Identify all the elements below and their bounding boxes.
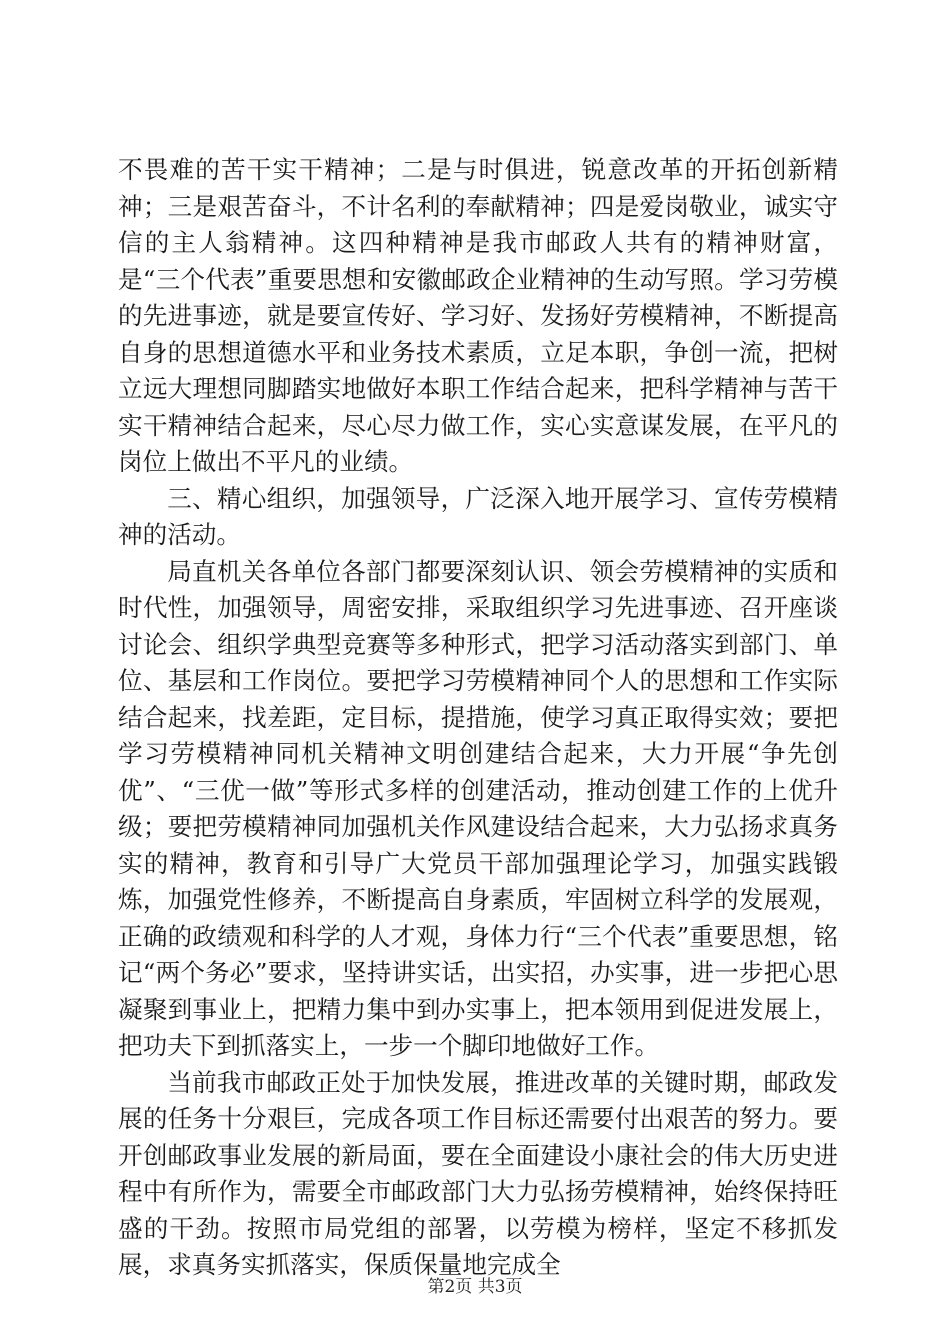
page-number-footer: 第2页 共3页: [427, 1277, 523, 1297]
paragraph-4: 当前我市邮政正处于加快发展，推进改革的关键时期，邮政发展的任务十分艰巨，完成各项工作目标还需要付出艰苦的努力。要开创邮政事业发展的新局面，要在全面建设小康社会的伟大历史进程中有所作为，需要全市邮政部门大力弘扬劳模精神，始终保持旺盛的干劲。按照市局党组的部署，以劳模为榜样，坚定不移抓发展，求真务实抓落实，保质保量地完成全: [118, 1067, 838, 1279]
paragraph-2-section-heading: 三、精心组织，加强领导，广泛深入地开展学习、宣传劳模精神的活动。: [118, 483, 838, 549]
document-body: [118, 152, 838, 1284]
paragraph-3: 局直机关各单位各部门都要深刻认识、领会劳模精神的实质和时代性，加强领导，周密安排，采取组织学习先进事迹、召开座谈讨论会、组织学典型竞赛等多种形式，把学习活动落实到部门、单位、基层和工作岗位。要把学习劳模精神同个人的思想和工作实际结合起来，找差距，定目标，提措施，使学习真正取得实效；要把学习劳模精神同机关精神文明创建结合起来，大力开展“争先创优”、“三优一做”等形式多样的创建活动，推动创建工作的上优升级；要把劳模精神同加强机关作风建设结合起来，大力弘扬求真务实的精神，教育和引导广大党员干部加强理论学习，加强实践锻炼，加强党性修养，不断提高自身素质，牢固树立科学的发展观，正确的政绩观和科学的人才观，身体力行“三个代表”重要思想，铭记“两个务必”要求，坚持讲实话，出实招，办实事，进一步把心思凝聚到事业上，把精力集中到办实事上，把本领用到促进发展上，把功夫下到抓落实上，一步一个脚印地做好工作。: [118, 556, 838, 1060]
paragraph-1: 不畏难的苦干实干精神；二是与时俱进，锐意改革的开拓创新精神；三是艰苦奋斗，不计名利的奉献精神；四是爱岗敬业，诚实守信的主人翁精神。这四种精神是我市邮政人共有的精神财富，是“三个代表”重要思想和安徽邮政企业精神的生动写照。学习劳模的先进事迹，就是要宣传好、学习好、发扬好劳模精神，不断提高自身的思想道德水平和业务技术素质，立足本职，争创一流，把树立远大理想同脚踏实地做好本职工作结合起来，把科学精神与苦干实干精神结合起来，尽心尽力做工作，实心实意谋发展，在平凡的岗位上做出不平凡的业绩。: [118, 155, 838, 476]
